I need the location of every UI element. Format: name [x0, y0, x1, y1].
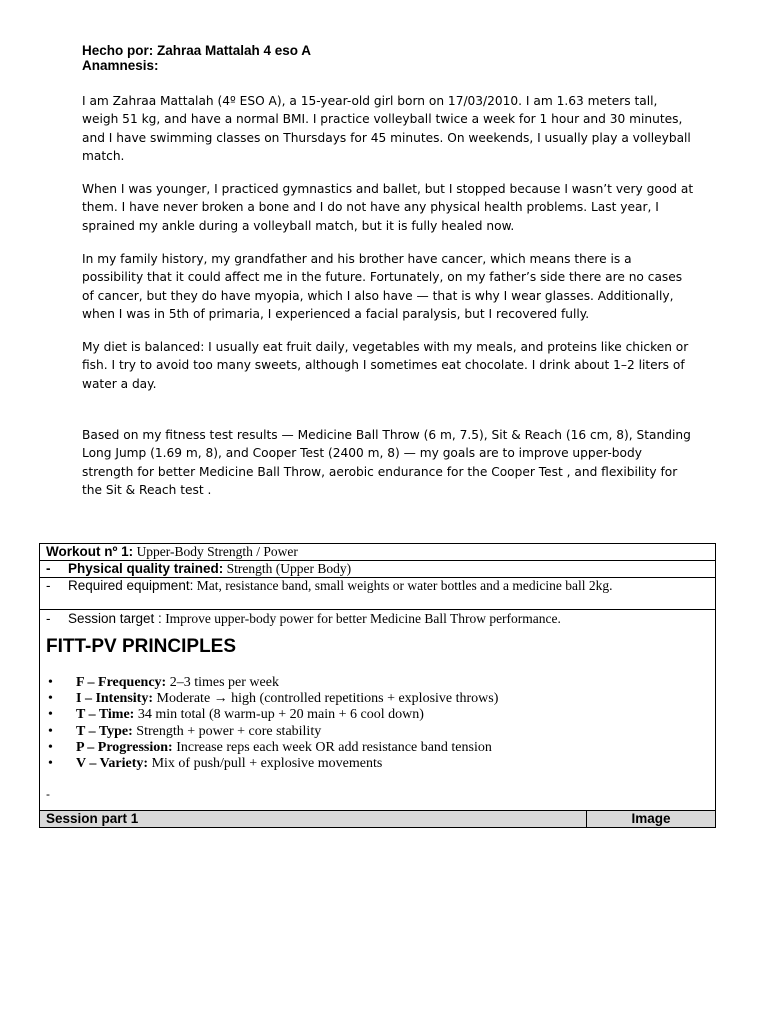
fitt-item-progression	[48, 739, 715, 756]
workout-table	[39, 543, 716, 828]
fitt-list	[46, 675, 715, 772]
fitt-item-variety	[48, 756, 715, 772]
fitt-item-frequency	[48, 675, 715, 691]
equipment-dash: -	[46, 578, 51, 593]
paragraph-diet	[82, 338, 694, 393]
fitt-value: 2–3 times per week	[169, 675, 279, 690]
fitt-label: V – Variety:	[76, 756, 149, 772]
bullet-icon: •	[48, 756, 53, 772]
section-title: Anamnesis:	[82, 58, 159, 73]
fitt-item-intensity	[48, 691, 715, 707]
paragraph-sports-history	[82, 180, 694, 235]
target-value: Improve upper-body power for better Medicine Ball Throw performance.	[165, 611, 561, 626]
quality-label: Physical quality trained:	[68, 561, 224, 576]
workout-title-row	[40, 544, 716, 561]
paragraph-personal-info	[82, 92, 694, 165]
fitt-value: 34 min total (8 warm-up + 20 main + 6 cool down)	[137, 707, 424, 723]
session-part-header: Session part 1	[40, 811, 587, 828]
workout-title-label: Workout nº 1:	[46, 544, 134, 559]
fitt-label: T – Type:	[76, 723, 133, 739]
workout-title-value: Upper-Body Strength / Power	[136, 544, 298, 559]
fitt-item-time	[48, 707, 715, 723]
paragraph-text: In my family history, my grandfather and his brother have cancer, which means there is a possibility that it could affect me in the future. Fortunately, on my father’s side there are no cases of cancer, but they do have myopia, which I also have — that is why I wear glasses. Additionally, when I was in 5th of primaria, I experienced a facial paralysis, but I recovered fully.	[82, 252, 683, 321]
fitt-value: Strength + power + core stability	[136, 723, 322, 739]
bullet-icon: •	[48, 723, 53, 739]
paragraph-text: Based on my fitness test results — Medicine Ball Throw (6 m, 7.5), Sit & Reach (16 cm, 8), Standing Long Jump (1.69 m, 8), and Cooper Test (2400 m, 8) — my goals are to improve upper-body strength for better Medicine Ball Throw, aerobic endurance for the Cooper Test , and flexibility for the Sit & Reach test .	[82, 428, 691, 497]
fitt-title: FITT-PV PRINCIPLES	[46, 636, 237, 657]
target-dash: -	[46, 611, 51, 626]
trailing-dash: -	[46, 787, 50, 802]
fitt-value: Mix of push/pull + explosive movements	[151, 756, 383, 772]
paragraph-fitness-goals	[82, 426, 694, 499]
document-header	[82, 43, 311, 73]
equipment-row	[40, 578, 716, 610]
fitt-label: F – Frequency:	[76, 675, 167, 690]
image-column-header: Image	[587, 811, 716, 828]
equipment-label: Required equipment:	[68, 578, 194, 593]
fitt-label: T – Time:	[76, 707, 135, 723]
target-label: Session target :	[68, 611, 162, 626]
paragraph-text: When I was younger, I practiced gymnastics and ballet, but I stopped because I wasn’t very good at them. I have never broken a bone and I do not have any physical health problems. Last year, I sprained my ankle during a volleyball match, but it is fully healed now.	[82, 182, 694, 233]
bullet-icon: •	[48, 675, 53, 690]
author-line: Hecho por: Zahraa Mattalah 4 eso A	[82, 43, 312, 58]
fitt-label: P – Progression:	[76, 739, 173, 755]
fitt-value: Increase reps each week OR add resistance band tension	[176, 739, 492, 755]
paragraph-family-history	[82, 250, 694, 323]
bullet-icon: •	[48, 707, 53, 723]
bullet-icon: •	[48, 739, 53, 755]
session-header-row	[40, 811, 716, 828]
fitt-value: Moderate → high (controlled repetitions + explosive throws)	[156, 691, 499, 707]
quality-row	[40, 561, 716, 578]
equipment-value: Mat, resistance band, small weights or water bottles and a medicine ball 2kg.	[196, 578, 613, 593]
quality-value: Strength (Upper Body)	[226, 561, 352, 576]
fitt-item-type	[48, 723, 715, 740]
fitt-label: I – Intensity:	[76, 691, 154, 707]
paragraph-text: My diet is balanced: I usually eat fruit daily, vegetables with my meals, and proteins like chicken or fish. I try to avoid too many sweets, although I sometimes eat chocolate. I drink about 1–2 liters of water a day.	[82, 340, 689, 391]
bullet-icon: •	[48, 691, 53, 707]
quality-dash: -	[46, 561, 51, 576]
paragraph-text: I am Zahraa Mattalah (4º ESO A), a 15-year-old girl born on 17/03/2010. I am 1.63 meters tall, weigh 51 kg, and have a normal BMI. I practice volleyball twice a week for 1 hour and 30 minutes, and I have swimming classes on Thursdays for 45 minutes. On weekends, I usually play a volleyball match.	[82, 94, 691, 163]
target-row	[40, 610, 716, 811]
